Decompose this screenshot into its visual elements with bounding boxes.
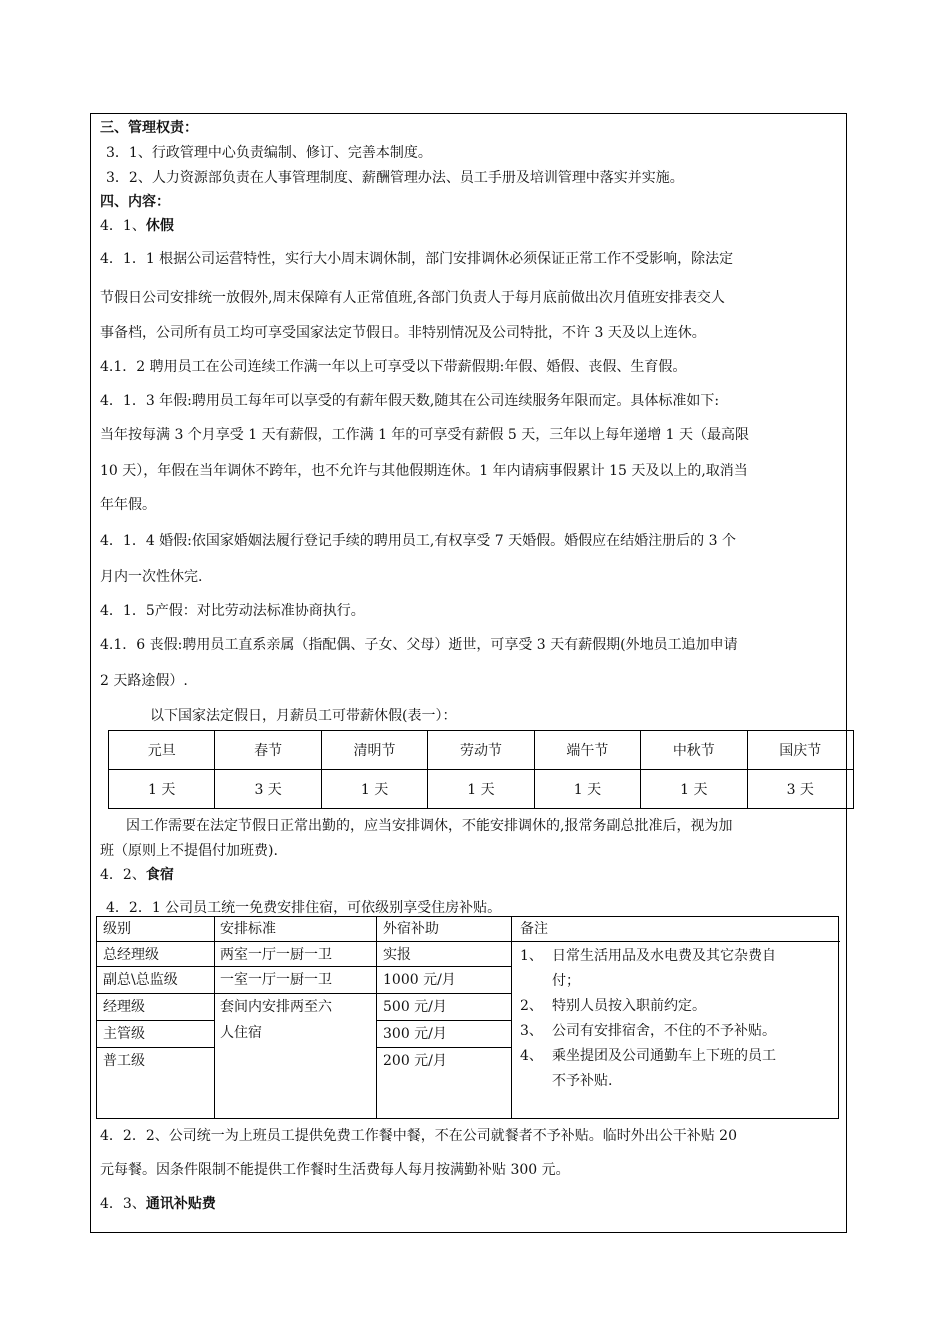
para-4-1-5: 4．1．5产假：对比劳动法标准协商执行。 [100, 603, 365, 619]
lodging-allowance-cell: 200 元/月 [383, 1053, 447, 1069]
para-4-2-1: 4．2．1 公司员工统一免费安排住宿，可依级别享受住房补贴。 [106, 900, 502, 916]
row-divider [376, 1020, 511, 1021]
lodging-note-text: 日常生活用品及水电费及其它杂费自 [552, 948, 776, 964]
lodging-level-cell: 主管级 [103, 1026, 145, 1042]
lodging-header-level: 级别 [103, 921, 131, 937]
lodging-allowance-cell: 500 元/月 [383, 999, 447, 1015]
lodging-note-text: 付； [552, 973, 580, 989]
para-4-1-3-line: 4．1．3 年假:聘用员工每年可以享受的有薪年假天数,随其在公司连续服务年限而定。具体标准如下: [100, 393, 720, 409]
holiday-days-row [109, 770, 854, 809]
holiday-name-cell: 国庆节 [747, 731, 853, 770]
lodging-allowance-cell: 300 元/月 [383, 1026, 447, 1042]
lodging-level-cell: 普工级 [103, 1053, 145, 1069]
section-3-item-1: 3．1、行政管理中心负责编制、修订、完善本制度。 [106, 145, 432, 161]
subsection-4-3-heading: 4．3、通讯补贴费 [100, 1196, 216, 1212]
holiday-days-cell: 1 天 [534, 770, 640, 809]
row-divider [97, 966, 511, 967]
column-divider [511, 917, 512, 1118]
lodging-level-cell: 经理级 [103, 999, 145, 1015]
lodging-note-text: 公司有安排宿舍，不住的不予补贴。 [552, 1023, 776, 1039]
row-divider [97, 941, 840, 942]
lodging-note-text: 特别人员按入职前约定。 [552, 998, 706, 1014]
holiday-table-intro: 以下国家法定假日，月薪员工可带薪休假(表一）： [150, 708, 457, 724]
row-divider [97, 1020, 214, 1021]
section-3-heading: 三、管理权责： [100, 120, 198, 136]
holiday-name-cell: 清明节 [321, 731, 427, 770]
holiday-name-cell: 元旦 [109, 731, 215, 770]
para-4-2-2-line: 4．2．2、公司统一为上班员工提供免费工作餐中餐，不在公司就餐者不予补贴。临时外出公干补贴 20 [100, 1128, 737, 1144]
holiday-days-cell: 1 天 [321, 770, 427, 809]
lodging-header-standard: 安排标准 [220, 921, 276, 937]
holiday-name-cell: 中秋节 [641, 731, 747, 770]
overtime-note-line: 班（原则上不提倡付加班费). [100, 843, 278, 859]
holiday-days-cell: 3 天 [215, 770, 321, 809]
holiday-names-row [109, 731, 854, 770]
para-4-1-3-line: 当年按每满 3 个月享受 1 天有薪假，工作满 1 年的可享受有薪假 5 天，三年以上每年递增 1 天（最高限 [100, 427, 750, 443]
section-4-heading: 四、内容： [100, 194, 170, 210]
holiday-name-cell: 春节 [215, 731, 321, 770]
row-divider [97, 1047, 214, 1048]
lodging-level-cell: 副总\总监级 [103, 972, 178, 988]
lodging-header-allowance: 外宿补助 [383, 921, 439, 937]
para-4-1-6-line: 4.1．6 丧假:聘用员工直系亲属（指配偶、子女、父母）逝世，可享受 3 天有薪假期(外地员工追加申请 [100, 637, 738, 653]
para-4-1-2: 4.1．2 聘用员工在公司连续工作满一年以上可享受以下带薪假期:年假、婚假、丧假、生育假。 [100, 359, 687, 375]
para-4-1-3-line: 10 天），年假在当年调休不跨年，也不允许与其他假期连休。1 年内请病事假累计 15 天及以上的,取消当 [100, 463, 748, 479]
para-4-2-2-line: 元每餐。因条件限制不能提供工作餐时生活费每人每月按满勤补贴 300 元。 [100, 1162, 570, 1178]
para-4-1-6-line: 2 天路途假）. [100, 673, 188, 689]
subsection-4-1-heading: 4．1、休假 [100, 218, 174, 234]
lodging-standard-cell: 一室一厅一厨一卫 [220, 972, 332, 988]
para-4-1-1-line: 事备档，公司所有员工均可享受国家法定节假日。非特别情况及公司特批，不许 3 天及以上连休。 [100, 325, 706, 341]
holiday-table [108, 730, 854, 809]
lodging-note-number: 4、 [520, 1048, 543, 1064]
holiday-days-cell: 1 天 [109, 770, 215, 809]
holiday-days-cell: 3 天 [747, 770, 853, 809]
lodging-note-number: 3、 [520, 1023, 543, 1039]
lodging-standard-cell: 套间内安排两至六 [220, 999, 332, 1015]
lodging-standard-cell: 人住宿 [220, 1025, 262, 1041]
holiday-days-cell: 1 天 [428, 770, 534, 809]
lodging-note-number: 1、 [520, 948, 543, 964]
section-3-item-2: 3．2、人力资源部负责在人事管理制度、薪酬管理办法、员工手册及培训管理中落实并实施。 [106, 170, 684, 186]
lodging-header-notes: 备注 [520, 921, 548, 937]
lodging-level-cell: 总经理级 [103, 947, 159, 963]
para-4-1-4-line: 月内一次性休完. [100, 569, 203, 585]
holiday-name-cell: 劳动节 [428, 731, 534, 770]
para-4-1-1-line: 节假日公司安排统一放假外,周末保障有人正常值班,各部门负责人于每月底前做出次月值班安排表交人 [100, 290, 725, 306]
column-divider [214, 917, 215, 1118]
lodging-note-text: 不予补贴. [552, 1073, 613, 1089]
para-4-1-1-line: 4．1．1 根据公司运营特性，实行大小周末调休制，部门安排调休必须保证正常工作不受影响，除法定 [100, 251, 734, 267]
row-divider [97, 993, 511, 994]
lodging-standard-cell: 两室一厅一厨一卫 [220, 947, 332, 963]
overtime-note-line: 因工作需要在法定节假日正常出勤的，应当安排调休，不能安排调休的,报常务副总批准后，视为加 [126, 818, 733, 834]
holiday-days-cell: 1 天 [641, 770, 747, 809]
lodging-allowance-cell: 实报 [383, 947, 411, 963]
lodging-allowance-cell: 1000 元/月 [383, 972, 456, 988]
lodging-note-number: 2、 [520, 998, 543, 1014]
holiday-name-cell: 端午节 [534, 731, 640, 770]
lodging-note-text: 乘坐提团及公司通勤车上下班的员工 [552, 1048, 776, 1064]
row-divider [376, 1047, 511, 1048]
para-4-1-4-line: 4．1．4 婚假:依国家婚姻法履行登记手续的聘用员工,有权享受 7 天婚假。婚假应在结婚注册后的 3 个 [100, 533, 736, 549]
para-4-1-3-line: 年年假。 [100, 497, 156, 513]
column-divider [376, 917, 377, 1118]
subsection-4-2-heading: 4．2、食宿 [100, 867, 174, 883]
